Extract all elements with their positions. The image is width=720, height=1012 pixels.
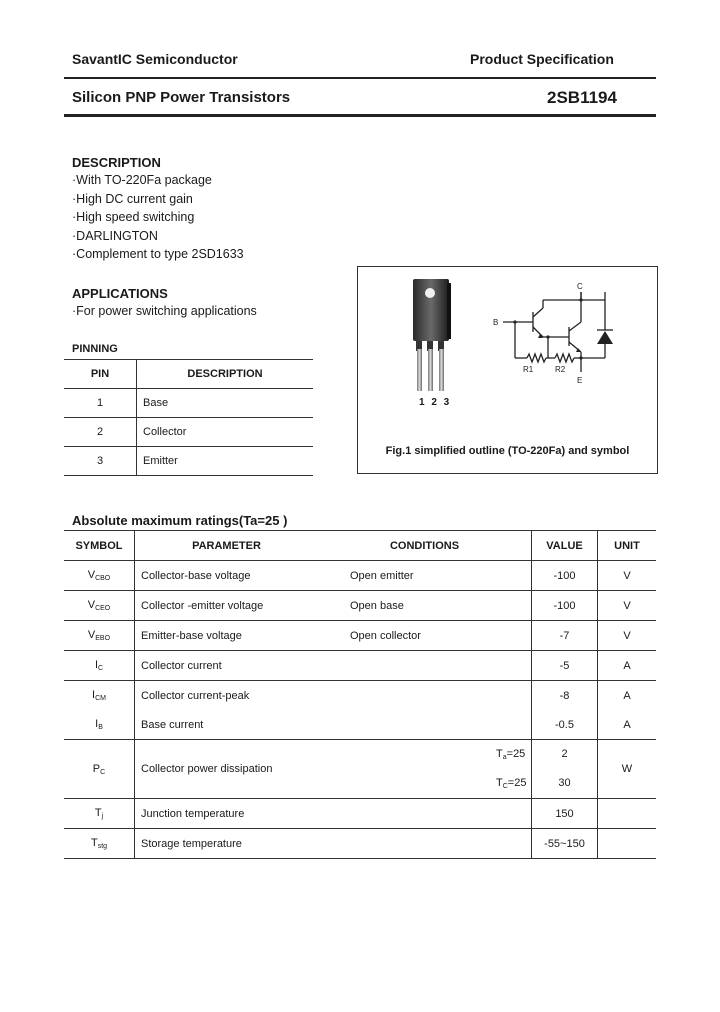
ratings-title: Absolute maximum ratings(Ta=25 )	[72, 513, 288, 528]
description-title: DESCRIPTION	[72, 155, 161, 170]
value-cell: -100	[532, 561, 598, 591]
symbol-cell: VEBO	[64, 621, 135, 651]
description-item: ·With TO-220Fa package	[72, 173, 212, 187]
value-cell: -100	[532, 591, 598, 621]
table-row	[64, 561, 656, 591]
symbol-cell: PC	[64, 740, 135, 799]
symbol-cell: IB	[64, 710, 135, 740]
table-row	[64, 418, 313, 447]
figure-box	[357, 266, 658, 474]
parameter-cell: Base current	[135, 710, 319, 740]
header-rule-bottom	[64, 114, 656, 117]
description-item: ·High speed switching	[72, 210, 195, 224]
symbol-cell: Tstg	[64, 829, 135, 859]
pin-number: 1	[64, 389, 137, 418]
pin-number: 3	[64, 447, 137, 476]
parameter-cell: Collector current	[135, 651, 319, 681]
unit-cell: A	[598, 710, 657, 740]
unit-cell: W	[598, 740, 657, 799]
conditions-cell	[318, 651, 532, 681]
table-row	[64, 740, 656, 799]
value-cell: -8	[532, 681, 598, 711]
symbol-cell: VCEO	[64, 591, 135, 621]
conditions-cell: Open emitter	[318, 561, 532, 591]
pin-description: Emitter	[137, 447, 314, 476]
unit-cell: A	[623, 689, 631, 702]
symbol-cell: ICM	[64, 681, 135, 711]
description-list	[72, 171, 244, 264]
doc-type: Product Specification	[470, 51, 614, 67]
pin-numbers: 1 2 3	[419, 397, 452, 408]
conditions-cell: Open base	[318, 591, 532, 621]
parameter-cell: Collector-base voltage	[135, 561, 319, 591]
figure-caption: Fig.1 simplified outline (TO-220Fa) and symbol	[385, 445, 630, 457]
value-ta: 2	[561, 748, 568, 760]
applications-item: ·For power switching applications	[72, 304, 257, 318]
value-cell: -0.5	[532, 710, 598, 740]
pin-number: 2	[64, 418, 137, 447]
value-cell: -7	[532, 621, 598, 651]
unit-cell: V	[598, 591, 657, 621]
conditions-cell	[318, 710, 532, 740]
pinning-header-row	[64, 360, 313, 389]
value-tc: 30	[558, 777, 571, 789]
table-row	[64, 447, 313, 476]
description-item: ·High DC current gain	[72, 191, 193, 206]
pinning-title: PINNING	[72, 343, 118, 355]
conditions-header: CONDITIONS	[318, 531, 532, 561]
symbol-header: SYMBOL	[64, 531, 135, 561]
table-row	[64, 710, 656, 740]
value-cell: 150	[532, 799, 598, 829]
ratings-table	[64, 530, 656, 859]
value-cell: -55~150	[532, 829, 598, 859]
parameter-header: PARAMETER	[135, 531, 319, 561]
symbol-cell: Tj	[64, 799, 135, 829]
ratings-header-row	[64, 531, 656, 561]
pin-header: PIN	[64, 360, 137, 389]
unit-header: UNIT	[598, 531, 657, 561]
unit-cell	[598, 799, 657, 829]
description-header: DESCRIPTION	[137, 360, 314, 389]
value-cell: -5	[532, 651, 598, 681]
parameter-cell: Collector -emitter voltage	[135, 591, 319, 621]
parameter-cell: Storage temperature	[135, 829, 319, 859]
header-rule-top	[64, 77, 656, 79]
label-e: E	[577, 376, 583, 385]
unit-cell: V	[598, 621, 657, 651]
parameter-cell: Collector power dissipation	[135, 740, 319, 799]
company-name: SavantIC Semiconductor	[72, 51, 238, 67]
unit-cell: V	[598, 561, 657, 591]
description-item: ·Complement to type 2SD1633	[72, 247, 244, 261]
conditions-cell	[318, 740, 532, 799]
symbol-cell: VCBO	[64, 561, 135, 591]
conditions-cell	[318, 799, 532, 829]
unit-cell: A	[598, 651, 657, 681]
table-row	[64, 651, 656, 681]
darlington-symbol-icon	[493, 282, 643, 397]
applications-title: APPLICATIONS	[72, 286, 168, 301]
to220fa-package-icon	[403, 277, 463, 397]
condition-ta: Ta=25	[496, 748, 526, 761]
table-row	[64, 681, 656, 711]
parameter-cell: Junction temperature	[135, 799, 319, 829]
value-cell	[532, 740, 598, 799]
symbol-cell: IC	[64, 651, 135, 681]
parameter-cell: Emitter-base voltage	[135, 621, 319, 651]
label-c: C	[577, 282, 583, 291]
table-row	[64, 829, 656, 859]
label-r2: R2	[555, 365, 566, 374]
value-header: VALUE	[532, 531, 598, 561]
part-number: 2SB1194	[547, 88, 617, 107]
product-line: Silicon PNP Power Transistors	[72, 89, 291, 106]
description-item: ·DARLINGTON	[72, 228, 158, 243]
label-r1: R1	[523, 365, 534, 374]
pin-description: Base	[137, 389, 314, 418]
conditions-cell	[318, 829, 532, 859]
label-b: B	[493, 318, 499, 327]
conditions-cell	[318, 681, 532, 711]
unit-cell	[598, 829, 657, 859]
table-row	[64, 389, 313, 418]
parameter-cell: Collector current-peak	[141, 689, 250, 702]
table-row	[64, 799, 656, 829]
table-row	[64, 621, 656, 651]
pinning-table	[64, 359, 313, 476]
table-row	[64, 591, 656, 621]
pin-description: Collector	[137, 418, 314, 447]
condition-tc: TC=25	[496, 777, 527, 790]
conditions-cell: Open collector	[318, 621, 532, 651]
